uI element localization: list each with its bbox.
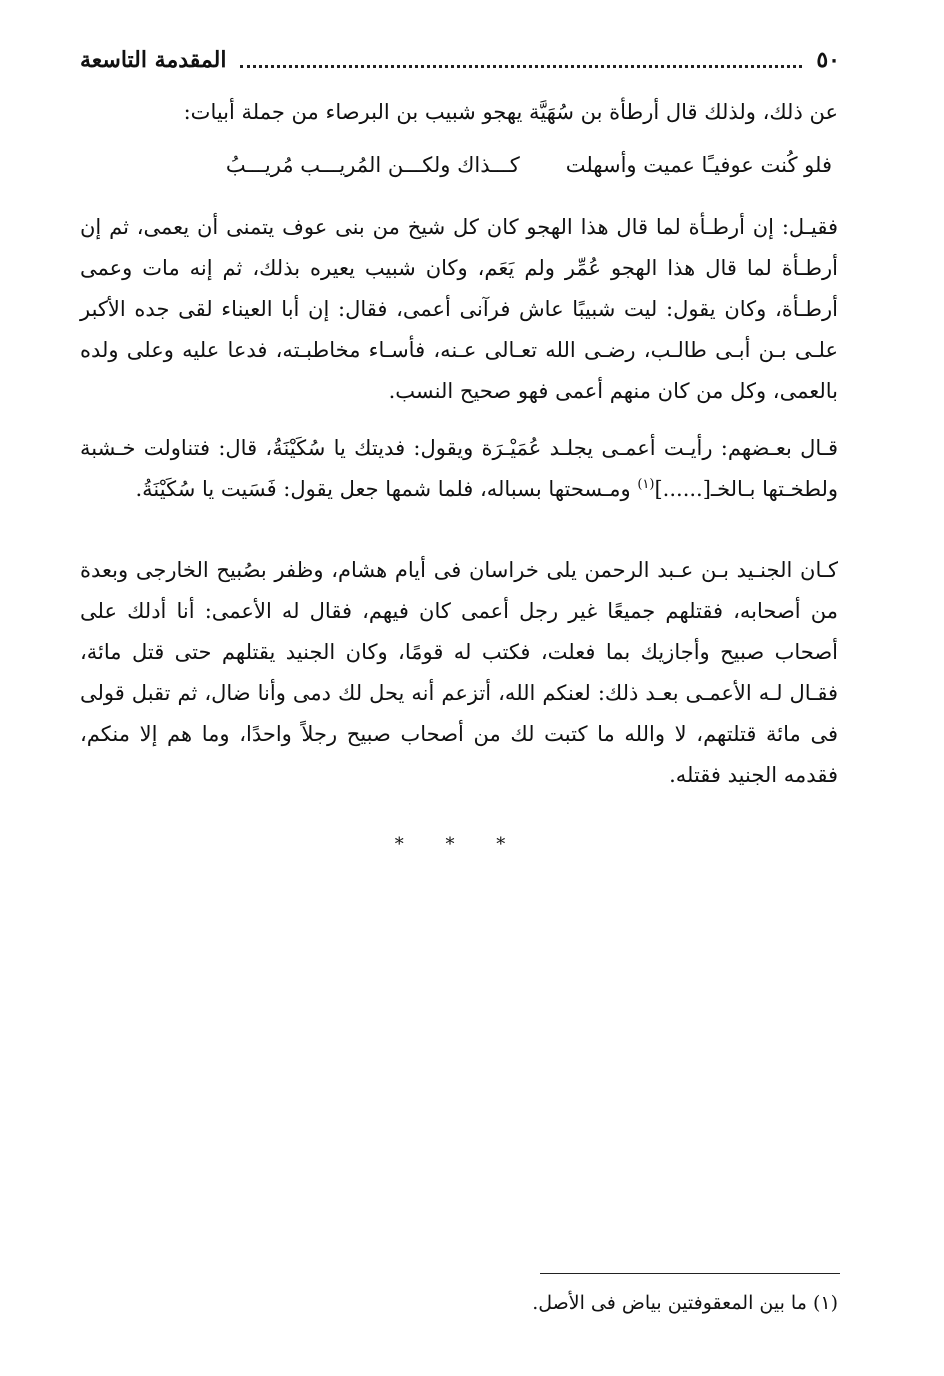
footnote-divider: [540, 1273, 840, 1274]
running-header: [80, 42, 840, 78]
paragraph-artaa: فقيـل: إن أرطـأة لما قال هذا الهجو كان كل شيخ من بنى عوف يتمنى أن يعمى، ثم إن أرطـأة لما قال هذا الهجو عُمِّر ولم يَعَم، وكان شبيب يعيره بذلك، ثم إنه مات وعمى أرطـأة، وكان يقول: ليت شبيبًا عاش فرآنى أعمى، فقال: إن أبا العيناء لقى جده الأكبر علـى بـن أبـى طالـب، رضـى الله تعـالى عـنه، فأسـاء مخاطبـته، فدعا عليه وعلى ولده بالعمى، وكل من كان منهم أعمى فهو صحيح النسب.: [80, 215, 838, 403]
poetry-verse: [80, 145, 838, 185]
page-number: ٥٠: [816, 47, 840, 73]
paragraph-sukayna-text-end: ومـسحتها بسباله، فلما شمها جعل يقول: فَسَيت يا سُكَيْنَةُ.: [135, 477, 638, 501]
verse-first-hemistich: فلو كُنت عوفيـًا عميت وأسهلت: [565, 153, 832, 177]
paragraph-junayd: كـان الجنـيد بـن عـبد الرحمن يلى خراسان فى أيام هشام، وظفر بصُبيح الخارجى وبعدة من أصحابه، فقتلهم جميعًا غير رجل أعمى كان فيهم، فقال له الأعمى: أنا أدلك على أصحاب صبيح وأجازيك بما فعلت، فكتب له قومًا، وكان الجنيد يقتلهم حتى قتل مائة، فقـال لـه الأعمـى بعـد ذلك: لعنكم الله، أتزعم أنه يحل لك دمى وأنا ضال، ثم تقبل قولى فى مائة قتلتهم، لا والله ما كتبت لك من أصحاب صبيح رجلاً واحدًا، وما هم إلا منكم، فقدمه الجنيد فقتله.: [80, 558, 838, 787]
section-separator-stars: * * *: [394, 834, 524, 855]
footnote-1: (١) ما بين المعقوفتين بياض فى الأصل.: [532, 1292, 838, 1314]
intro-line: عن ذلك، ولذلك قال أرطأة بن سُهَيَّة يهجو شبيب بن البرصاء من جملة أبيات:: [183, 100, 838, 124]
paragraph-sukayna-text-start: قـال بعـضهم: رأيـت أعمـى يجلـد عُمَيْـرَة ويقول: فديتك يا سُكَيْنَةُ، قال: فتناولت خـشبة ولطخـتها بـالخـ[......]: [80, 436, 838, 501]
paragraph-sukayna: [80, 428, 838, 510]
chapter-title: المقدمة التاسعة: [80, 47, 227, 73]
main-text: [80, 92, 838, 865]
verse-second-hemistich: كـــذاك ولكـــن المُريـــب مُريـــبُ: [225, 153, 520, 177]
header-dot-leader: [240, 65, 802, 68]
footnote-reference[interactable]: (١): [637, 477, 655, 492]
